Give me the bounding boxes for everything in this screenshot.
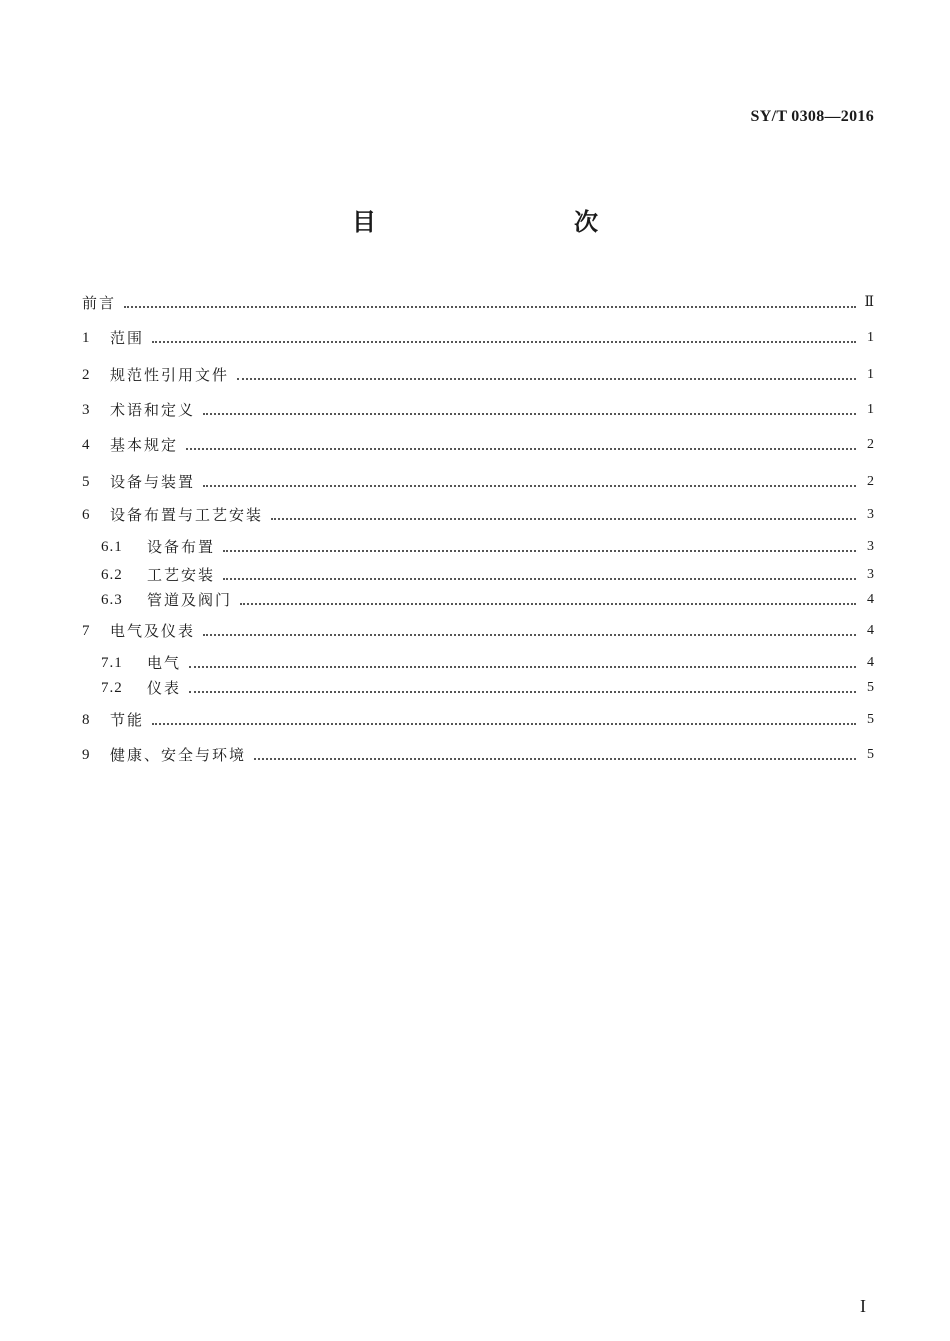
toc-entry-label: 电气	[147, 654, 182, 672]
toc-entry-2	[82, 364, 874, 386]
dot-leader	[152, 722, 856, 725]
toc-entry-page: 5	[867, 680, 874, 695]
toc-entry-number: 6.1	[101, 539, 123, 555]
toc-entry-label: 设备布置与工艺安装	[110, 506, 264, 524]
toc-entry-6-2	[101, 564, 874, 586]
toc-entry-number: 7.1	[101, 655, 123, 671]
toc-entry-label: 电气及仪表	[110, 622, 196, 640]
page-number: I	[860, 1296, 866, 1316]
toc-entry-number: 2	[82, 367, 90, 383]
dot-leader	[271, 517, 856, 520]
toc-entry-8	[82, 709, 874, 731]
dot-leader	[152, 340, 856, 343]
dot-leader	[186, 447, 856, 450]
toc-entry-label: 术语和定义	[110, 401, 196, 419]
toc-entry-label: 工艺安装	[147, 566, 216, 584]
toc-entry-number: 7.2	[101, 680, 123, 696]
toc-entry-label: 规范性引用文件	[110, 366, 230, 384]
toc-entry-number: 6.3	[101, 592, 123, 608]
toc-entry-1	[82, 327, 874, 349]
toc-entry-number: 8	[82, 712, 90, 728]
toc-entry-6	[82, 504, 874, 526]
dot-leader	[254, 757, 856, 760]
toc-entry-page: 4	[867, 655, 874, 670]
dot-leader	[237, 377, 856, 380]
toc-entry-number: 3	[82, 402, 90, 418]
toc-entry-page: 2	[867, 474, 874, 489]
toc-entry-page: 1	[867, 367, 874, 382]
toc-entry-label: 健康、安全与环境	[110, 746, 247, 764]
toc-entry-number: 6	[82, 507, 90, 523]
dot-leader	[203, 484, 856, 487]
toc-entry-3	[82, 399, 874, 421]
toc-entry-page: 3	[867, 567, 874, 582]
toc-entry-page: 2	[867, 437, 874, 452]
standard-code: SY/T 0308—2016	[750, 108, 874, 125]
toc-entry-7-1	[101, 652, 874, 674]
toc-entry-number: 9	[82, 747, 90, 763]
dot-leader	[223, 549, 856, 552]
toc-entry-page: 1	[867, 330, 874, 345]
toc-entry-label: 范围	[110, 329, 145, 347]
dot-leader	[124, 305, 856, 308]
toc-entry-7	[82, 620, 874, 642]
toc-entry-page: 3	[867, 539, 874, 554]
toc-entry-label: 前言	[82, 294, 117, 312]
toc-entry-number: 4	[82, 437, 90, 453]
toc-entry-label: 仪表	[147, 679, 182, 697]
toc-entry-page: 4	[867, 623, 874, 638]
toc-entry-number: 1	[82, 330, 90, 346]
toc-entry-label: 基本规定	[110, 436, 179, 454]
toc-entry-label: 节能	[110, 711, 145, 729]
toc-entry-page: 3	[867, 507, 874, 522]
toc-entry-number: 7	[82, 623, 90, 639]
toc-entry-6-1	[101, 536, 874, 558]
toc-entry-label: 管道及阀门	[147, 591, 233, 609]
toc-entry-page: 5	[867, 712, 874, 727]
toc-entry-7-2	[101, 677, 874, 699]
toc-entry-label: 设备与装置	[110, 473, 196, 491]
dot-leader	[189, 690, 856, 693]
dot-leader	[203, 633, 856, 636]
toc-entry-4	[82, 434, 874, 456]
toc-entry-number: 6.2	[101, 567, 123, 583]
toc-entry-label: 设备布置	[147, 538, 216, 556]
dot-leader	[189, 665, 856, 668]
toc-entry-9	[82, 744, 874, 766]
toc-entry-foreword	[82, 292, 874, 314]
dot-leader	[203, 412, 856, 415]
toc-entry-page: 5	[867, 747, 874, 762]
toc-entry-5	[82, 471, 874, 493]
toc-entry-page: 4	[867, 592, 874, 607]
page-title: 目 次	[352, 208, 648, 236]
toc-entry-page: 1	[867, 402, 874, 417]
toc-entry-number: 5	[82, 474, 90, 490]
dot-leader	[223, 577, 856, 580]
dot-leader	[240, 602, 856, 605]
toc-entry-page: Ⅱ	[864, 295, 874, 310]
toc-entry-6-3	[101, 589, 874, 611]
